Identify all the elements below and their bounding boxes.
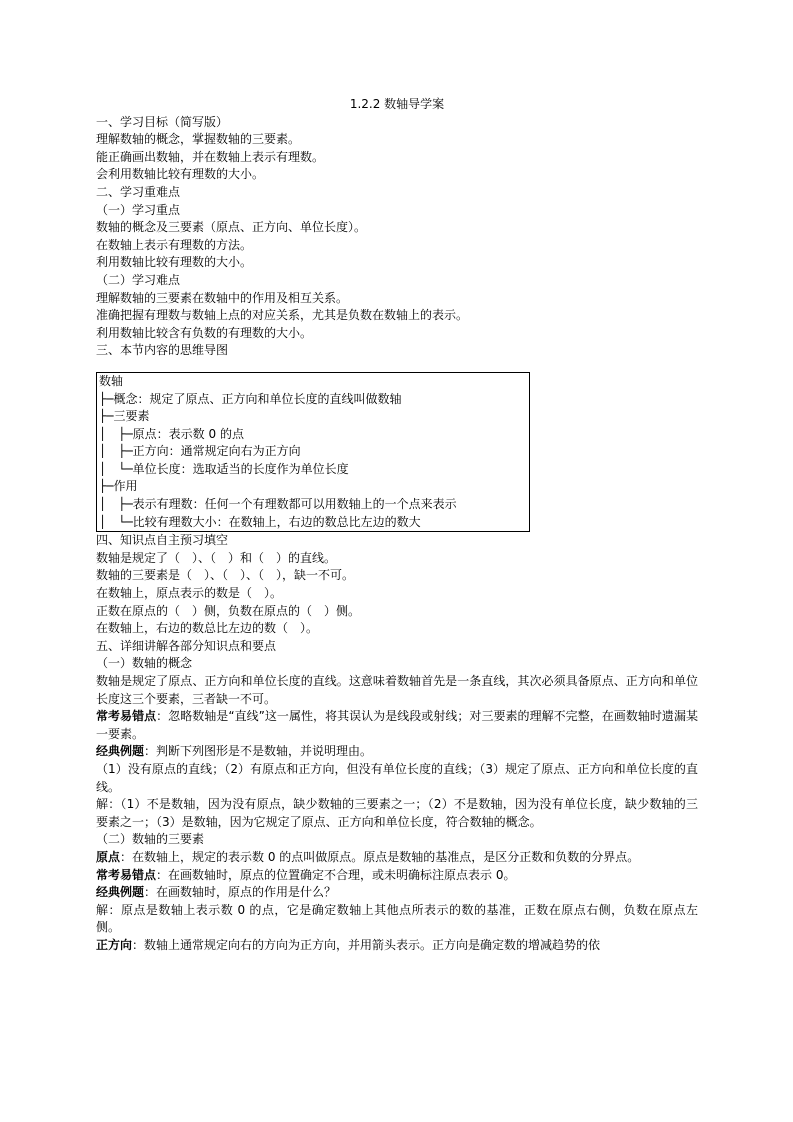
difficulty-item: 准确把握有理数与数轴上点的对应关系，尤其是负数在数轴上的表示。 xyxy=(96,308,469,323)
section-4-heading: 四、知识点自主预习填空 xyxy=(96,533,229,548)
fill-blank-item: 数轴是规定了（ ）、（ ）和（ ）的直线。 xyxy=(96,550,337,565)
common-mistake-label: 常考易错点 xyxy=(96,867,157,882)
direction-label: 正方向 xyxy=(96,937,133,952)
direction-paragraph xyxy=(96,937,698,955)
common-mistake-paragraph xyxy=(96,708,698,743)
example-solution: 解：（1）不是数轴，因为没有原点，缺少数轴的三要素之一；（2）不是数轴，因为没有单位长度，缺少数轴的三要素之一；（3）是数轴，因为它规定了原点、正方向和单位长度，符合数轴的概念。 xyxy=(96,797,698,829)
example-paragraph xyxy=(96,884,698,902)
direction-text: ：数轴上通常规定向右的方向为正方向，并用箭头表示。正方向是确定数的增减趋势的依 xyxy=(132,937,601,952)
example-text: ：判断下列图形是不是数轴，并说明理由。 xyxy=(144,744,373,759)
fill-blank-item: 数轴的三要素是（ ）、（ ）、（ ），缺一不可。 xyxy=(96,568,355,583)
concept-paragraph: 数轴是规定了原点、正方向和单位长度的直线。这意味着数轴首先是一条直线，其次必须具备原点、正方向和单位长度这三个要素，三者缺一不可。 xyxy=(96,674,698,706)
mind-map-line: │ ├─表示有理数：任何一个有理数都可以用数轴上的一个点来表示 xyxy=(99,497,457,512)
three-elements-heading: （二）数轴的三要素 xyxy=(96,832,205,847)
key-point-item: 利用数轴比较有理数的大小。 xyxy=(96,255,253,270)
difficulty-item: 理解数轴的三要素在数轴中的作用及相互关系。 xyxy=(96,290,349,305)
origin-text: ：在数轴上，规定的表示数 0 的点叫做原点。原点是数轴的基准点，是区分正数和负数的分界点。 xyxy=(120,849,640,864)
page-title: 1.2.2 数轴导学案 xyxy=(349,97,445,111)
goal-item: 能正确画出数轴，并在数轴上表示有理数。 xyxy=(96,149,325,164)
fill-blank-item: 正数在原点的（ ）侧，负数在原点的（ ）侧。 xyxy=(96,603,361,618)
common-mistake-paragraph xyxy=(96,867,698,885)
origin-label: 原点 xyxy=(96,849,121,864)
mind-map-line: ├─三要素 xyxy=(99,409,150,424)
mind-map-line: │ └─单位长度：选取适当的长度作为单位长度 xyxy=(99,461,349,476)
common-mistake-label: 常考易错点 xyxy=(96,709,157,724)
example-paragraph xyxy=(96,743,698,761)
example-label: 经典例题 xyxy=(96,885,145,900)
example-label: 经典例题 xyxy=(96,744,145,759)
example-solution: 解：原点是数轴上表示数 0 的点，它是确定数轴上其他点所表示的数的基准，正数在原点右侧，负数在原点左侧。 xyxy=(96,902,698,935)
mind-map-line: │ ├─原点：表示数 0 的点 xyxy=(99,426,244,441)
concept-heading: （一）数轴的概念 xyxy=(96,656,193,671)
goal-item: 会利用数轴比较有理数的大小。 xyxy=(96,167,265,182)
example-options: （1）没有原点的直线；（2）有原点和正方向，但没有单位长度的直线；（3）规定了原点、正方向和单位长度的直线。 xyxy=(96,761,698,794)
key-point-item: 数轴的概念及三要素（原点、正方向、单位长度）。 xyxy=(96,220,367,235)
fill-blank-item: 在数轴上，右边的数总比左边的数（ ）。 xyxy=(96,621,319,636)
section-5-heading: 五、详细讲解各部分知识点和要点 xyxy=(96,638,277,653)
fill-blank-item: 在数轴上，原点表示的数是（ ）。 xyxy=(96,586,283,601)
mind-map-line: ├─概念：规定了原点、正方向和单位长度的直线叫做数轴 xyxy=(99,391,402,406)
mind-map-line: │ ├─正方向：通常规定向右为正方向 xyxy=(99,444,301,459)
difficulty-item: 利用数轴比较含有负数的有理数的大小。 xyxy=(96,325,313,340)
document-page xyxy=(96,96,698,955)
key-point-item: 在数轴上表示有理数的方法。 xyxy=(96,237,253,252)
common-mistake-text: ：忽略数轴是“直线”这一属性，将其误认为是线段或射线；对三要素的理解不完整，在画数轴时遗漏某一要素。 xyxy=(96,709,698,741)
key-points-heading: （一）学习重点 xyxy=(96,202,181,217)
mind-map-line: ├─作用 xyxy=(99,479,138,494)
mind-map-box xyxy=(96,372,530,532)
section-3-heading: 三、本节内容的思维导图 xyxy=(96,343,229,358)
section-2-heading: 二、学习重难点 xyxy=(96,184,181,199)
common-mistake-text: ：在画数轴时，原点的位置确定不合理，或未明确标注原点表示 0。 xyxy=(156,867,516,882)
goal-item: 理解数轴的概念，掌握数轴的三要素。 xyxy=(96,132,301,147)
mind-map-line: │ └─比较有理数大小：在数轴上，右边的数总比左边的数大 xyxy=(99,514,421,529)
origin-paragraph xyxy=(96,849,698,867)
example-text: ：在画数轴时，原点的作用是什么？ xyxy=(144,885,337,900)
mind-map-line: 数轴 xyxy=(99,373,124,388)
section-1-heading: 一、学习目标（简写版） xyxy=(96,114,229,129)
difficulties-heading: （二）学习难点 xyxy=(96,272,181,287)
